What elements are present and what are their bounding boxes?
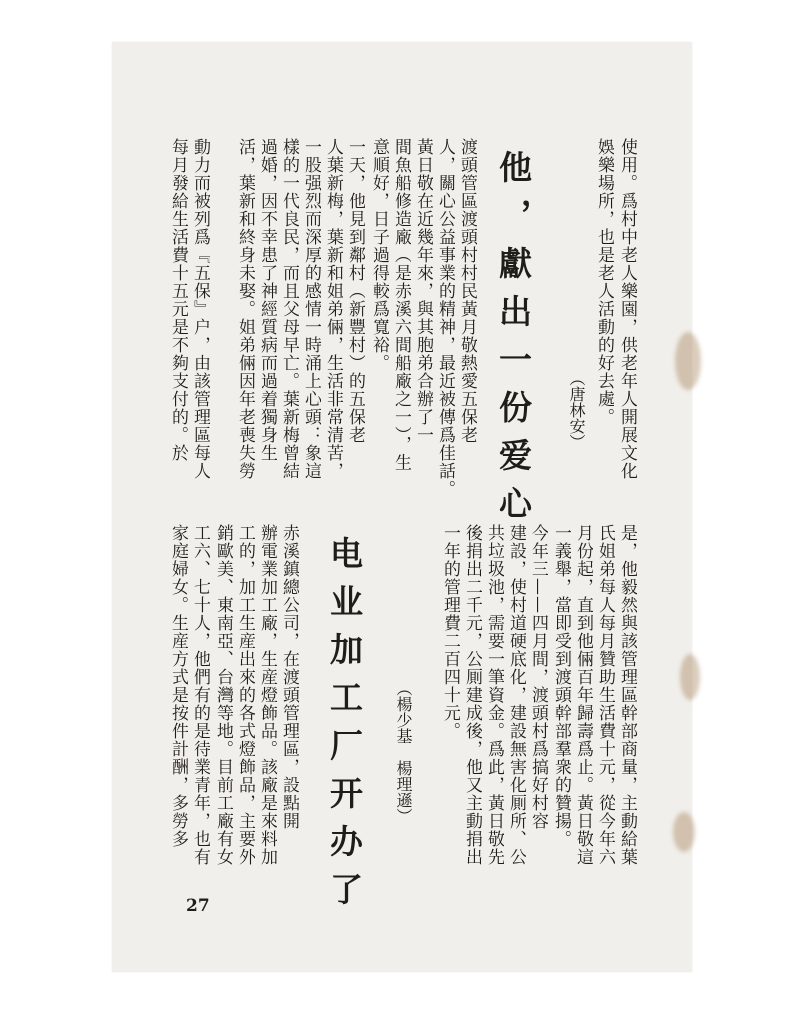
text-line: 辦電業加工廠，生産燈飾品。該廠是來料加 (257, 524, 277, 866)
text-line: 過婚，因不幸患了神經質病而過着獨身生 (257, 138, 277, 462)
text-line: 是，他毅然與該管理區幹部商量，主動給葉 (617, 524, 637, 866)
text-line: 娛樂場所，也是老人活動的好去處。 (594, 138, 614, 426)
text-line: 間魚船修造廠（是赤溪六間船廠之一），生 (391, 138, 411, 472)
text-line: 共垃圾池，需要一筆資金。爲此，黃日敬先 (484, 524, 504, 866)
text-line: 使用。爲村中老人樂園，供老年人開展文化 (617, 138, 637, 480)
text-line: 人，關心公益事業的精神，最近被傳爲佳話。 (435, 138, 455, 498)
text-line: 月份起，直到他倆百年歸壽爲止。黃日敬這 (573, 524, 593, 866)
byline: （唐林安） (567, 370, 586, 450)
stain-mark (673, 812, 695, 852)
text-line: 後捐出二千元，公厠建成後，他又主動捐出 (462, 524, 482, 866)
text-line: 一天，他見到鄰村（新豐村）的五保老 (345, 138, 365, 444)
article-title: 电业加工厂开办了 (325, 536, 364, 920)
text-line: 每月發給生活費十五元是不夠支付的。於 (168, 138, 188, 462)
text-line: 一股强烈而深厚的感情一時涌上心頭：象這 (301, 138, 321, 480)
text-line: 建設，使村道硬底化，建設無害化厠所、公 (506, 524, 526, 866)
text-line: 樣的一代良民，而且父母早亡。葉新梅曾結 (279, 138, 299, 480)
text-line: 今年三——四月間，渡頭村爲搞好村容 (528, 524, 548, 830)
text-line: 意順好，日子過得較爲寬裕。 (369, 138, 389, 372)
text-line: 一義舉，當即受到渡頭幹部羣衆的贊揚。 (551, 524, 571, 848)
text-line: 黃日敬在近幾年來，與其胞弟合辦了一 (413, 138, 433, 444)
text-line: 氏姐弟每人每月贊助生活費十元，從今年六 (595, 524, 615, 866)
text-line: 銷歐美、東南亞、台灣等地。目前工廠有女 (213, 524, 233, 866)
text-line: 赤溪鎮總公司，在渡頭管理區，設點開 (279, 524, 299, 830)
text-line: 工的，加工生産出來的各式燈飾品，主要外 (235, 524, 255, 866)
text-line: 活，葉新和終身未娶。姐弟倆因年老喪失勞 (235, 138, 255, 480)
stain-mark (680, 654, 700, 700)
text-line: 動力而被列爲『五保』户，由該管理區每人 (190, 138, 210, 480)
text-line: 一年的管理費二百四十元。 (440, 524, 460, 740)
byline: （楊少基 楊理遜） (394, 680, 413, 824)
page-number: 27 (186, 896, 210, 916)
text-line: 工六、七十人，他們有的是待業青年，也有 (190, 524, 210, 866)
stain-mark (675, 332, 701, 390)
text-line: 家庭婦女。生産方式是按件計酬，多勞多 (168, 524, 188, 848)
text-line: 人葉新梅，葉新和姐弟倆，生活非常清苦， (323, 138, 343, 480)
article-title: 他，獻出一份爱心 (494, 150, 533, 534)
text-line: 渡頭管區渡頭村村民黃月敬熱愛五保老 (457, 138, 477, 444)
